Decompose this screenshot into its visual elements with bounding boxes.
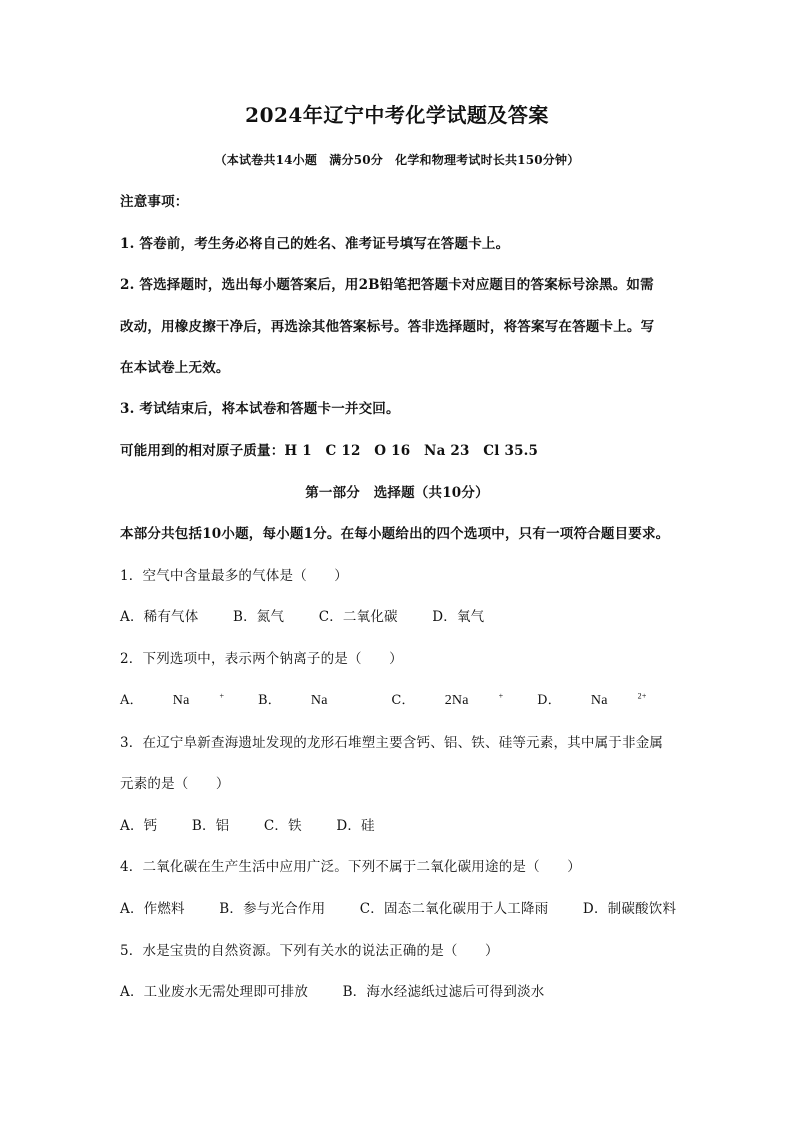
notice-2-cont: 改动，用橡皮擦干净后，再选涂其他答案标号。答非选择题时，将答案写在答题卡上。写	[120, 319, 655, 335]
q3-options	[120, 817, 405, 835]
q3-option-c: C．铁	[263, 818, 302, 834]
q4-option-d: D．制碳酸饮料	[582, 901, 677, 917]
notice-heading: 注意事项：	[120, 194, 189, 210]
q2-stem: 2．下列选项中，表示两个钠离子的是（ ）	[120, 651, 403, 667]
q1-options	[120, 608, 514, 626]
q5-options	[120, 983, 574, 1001]
page-title: 2024年辽宁中考化学试题及答案	[245, 103, 549, 127]
q2-option-c: C． 2Na +	[391, 691, 504, 708]
exam-subtitle: （本试卷共14小题 满分50分 化学和物理考试时长共150分钟）	[214, 153, 580, 167]
q2-option-a: A． Na +	[120, 691, 225, 708]
q5-option-b: B．海水经滤纸过滤后可得到淡水	[342, 984, 545, 1000]
q3-stem-line2: 元素的是（ ）	[120, 776, 230, 792]
q1-option-d: D．氧气	[432, 609, 485, 625]
section-title: 第一部分 选择题（共10分）	[305, 485, 489, 501]
q4-option-a: A．作燃料	[120, 901, 185, 917]
q3-option-a: A．钙	[120, 818, 158, 834]
q1-option-a: A．稀有气体	[120, 609, 199, 625]
q3-stem-line1: 3．在辽宁阜新查海遗址发现的龙形石堆塑主要含钙、铝、铁、硅等元素，其中属于非金属	[120, 735, 664, 751]
section-intro: 本部分共包括10小题，每小题1分。在每小题给出的四个选项中，只有一项符合题目要求。	[120, 526, 670, 542]
q5-stem: 5．水是宝贵的自然资源。下列有关水的说法正确的是（ ）	[120, 943, 499, 959]
q3-option-d: D．硅	[336, 818, 375, 834]
q4-option-c: C．固态二氧化碳用于人工降雨	[359, 901, 549, 917]
q1-stem: 1．空气中含量最多的气体是（ ）	[120, 568, 348, 584]
notice-3: 3. 考试结束后，将本试卷和答题卡一并交回。	[120, 401, 400, 417]
atomic-masses: 可能用到的相对原子质量：H 1 C 12 O 16 Na 23 Cl 35.5	[120, 443, 539, 459]
q4-stem: 4．二氧化碳在生产生活中应用广泛。下列不属于二氧化碳用途的是（ ）	[120, 859, 581, 875]
notice-2: 2. 答选择题时，选出每小题答案后，用2B铅笔把答题卡对应题目的答案标号涂黑。如需	[120, 277, 654, 293]
q2-options	[120, 692, 677, 710]
notice-1: 1. 答卷前，考生务必将自己的姓名、准考证号填写在答题卡上。	[120, 236, 510, 252]
q4-option-b: B．参与光合作用	[219, 901, 326, 917]
q5-option-a: A．工业废水无需处理即可排放	[120, 984, 309, 1000]
notice-2-end: 在本试卷上无效。	[120, 360, 230, 376]
q3-option-b: B．铝	[191, 818, 230, 834]
q2-option-d: D． Na $^{2+}$	[537, 691, 647, 708]
q1-option-c: C．二氧化碳	[318, 609, 398, 625]
q1-option-b: B．氮气	[232, 609, 285, 625]
q2-option-b: B． Na	[257, 693, 328, 708]
q4-options	[120, 900, 706, 918]
